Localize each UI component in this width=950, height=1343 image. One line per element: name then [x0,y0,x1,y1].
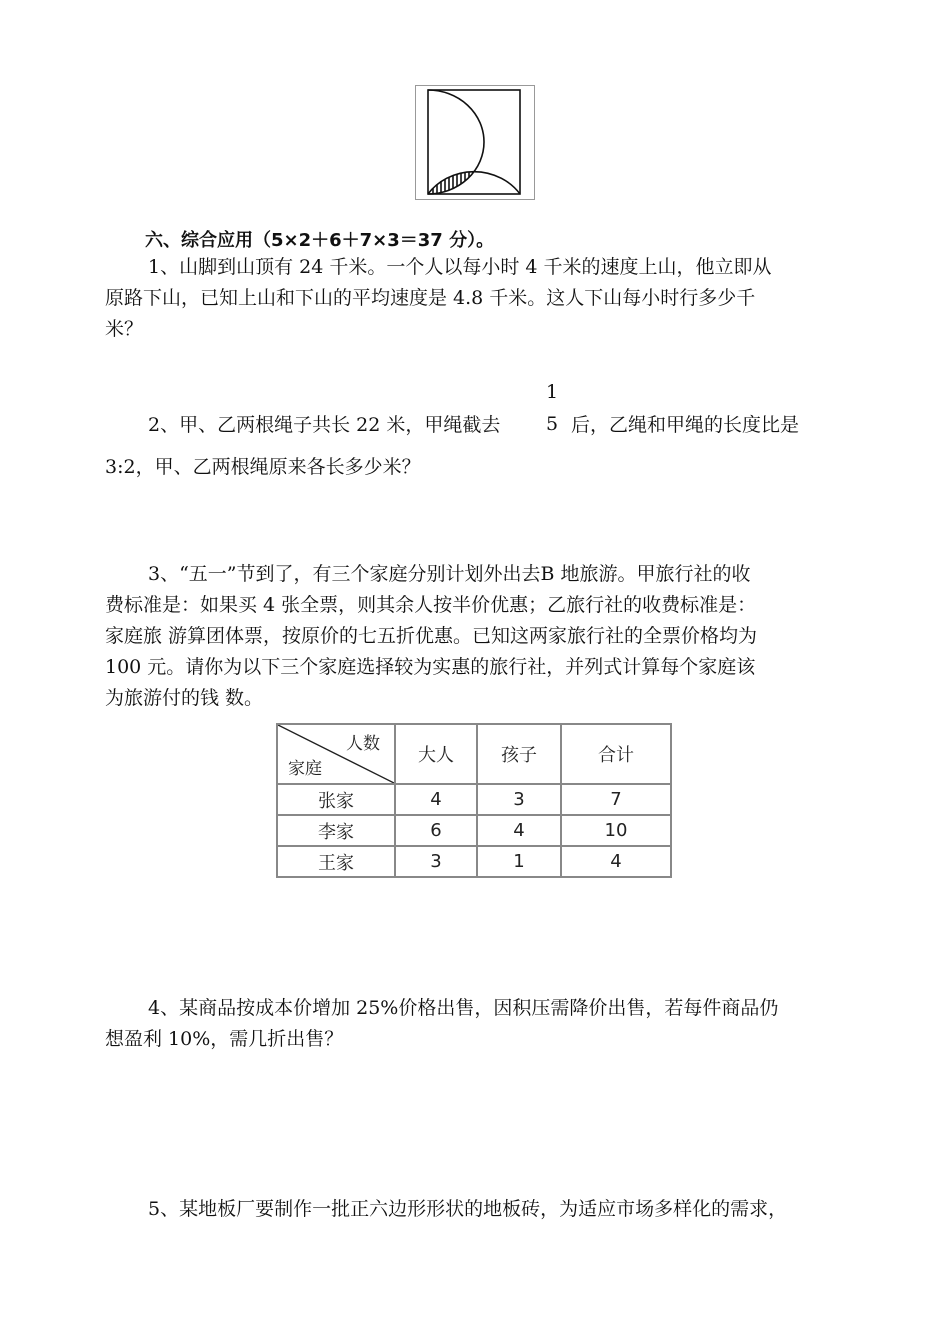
q3-line5: 为旅游付的钱 数。 [105,687,264,709]
cell-adults: 6 [395,815,477,846]
header-children: 孩子 [477,724,561,784]
q2-line2: 3:2，甲、乙两根绳原来各长多少米？ [105,456,421,478]
cell-children: 1 [477,846,561,877]
header-adults: 大人 [395,724,477,784]
corner-bottom-label: 家庭 [288,759,322,779]
cell-total: 7 [561,784,671,815]
corner-cell [277,724,395,784]
cell-children: 4 [477,815,561,846]
q1-line1: 1、山脚到山顶有 24 千米。一个人以每小时 4 千米的速度上山，他立即从 [148,256,772,278]
q3-line1: 3、“五一”节到了，有三个家庭分别计划外出去B 地旅游。甲旅行社的收 [148,563,751,585]
q4-line2: 想盈利 10%，需几折出售？ [105,1028,344,1050]
cell-adults: 3 [395,846,477,877]
q2-line1-before: 2、甲、乙两根绳子共长 22 米，甲绳截去 [148,414,501,436]
q4-line1: 4、某商品按成本价增加 25%价格出售，因积压需降价出售，若每件商品仍 [148,997,779,1019]
cell-family: 李家 [277,815,395,846]
cell-total: 10 [561,815,671,846]
fraction-numerator: 1 [545,381,559,403]
cell-family: 张家 [277,784,395,815]
q3-line2: 费标准是：如果买 4 张全票，则其余人按半价优惠；乙旅行社的收费标准是： [105,594,757,616]
q3-line4: 100 元。请你为以下三个家庭选择较为实惠的旅行社，并列式计算每个家庭该 [105,656,756,678]
fraction-denominator: 5 [545,413,559,435]
inner-square [428,90,520,194]
semicircles-figure-svg [416,86,534,199]
table-row [277,784,671,815]
table-row [277,846,671,877]
q2-fraction [541,380,563,436]
family-table [276,723,672,878]
cell-adults: 4 [395,784,477,815]
cell-family: 王家 [277,846,395,877]
geometry-figure [415,85,535,200]
cell-children: 3 [477,784,561,815]
table-header-row [277,724,671,784]
q1-line2: 原路下山，已知上山和下山的平均速度是 4.8 千米。这人下山每小时行多少千 [105,287,756,309]
section-title: 六、综合应用（5×2＋6＋7×3＝37 分）。 [145,230,495,251]
q2-line1-after: 后，乙绳和甲绳的长度比是 [571,414,800,436]
table-row [277,815,671,846]
shaded-region [428,172,520,194]
q1-line3: 米？ [105,318,144,340]
corner-top-label: 人数 [346,734,380,754]
header-total: 合计 [561,724,671,784]
cell-total: 4 [561,846,671,877]
q3-line3: 家庭旅 游算团体票，按原价的七五折优惠。已知这两家旅行社的全票价格均为 [105,625,758,647]
q5-line1: 5、某地板厂要制作一批正六边形形状的地板砖，为适应市场多样化的需求， [148,1198,788,1220]
